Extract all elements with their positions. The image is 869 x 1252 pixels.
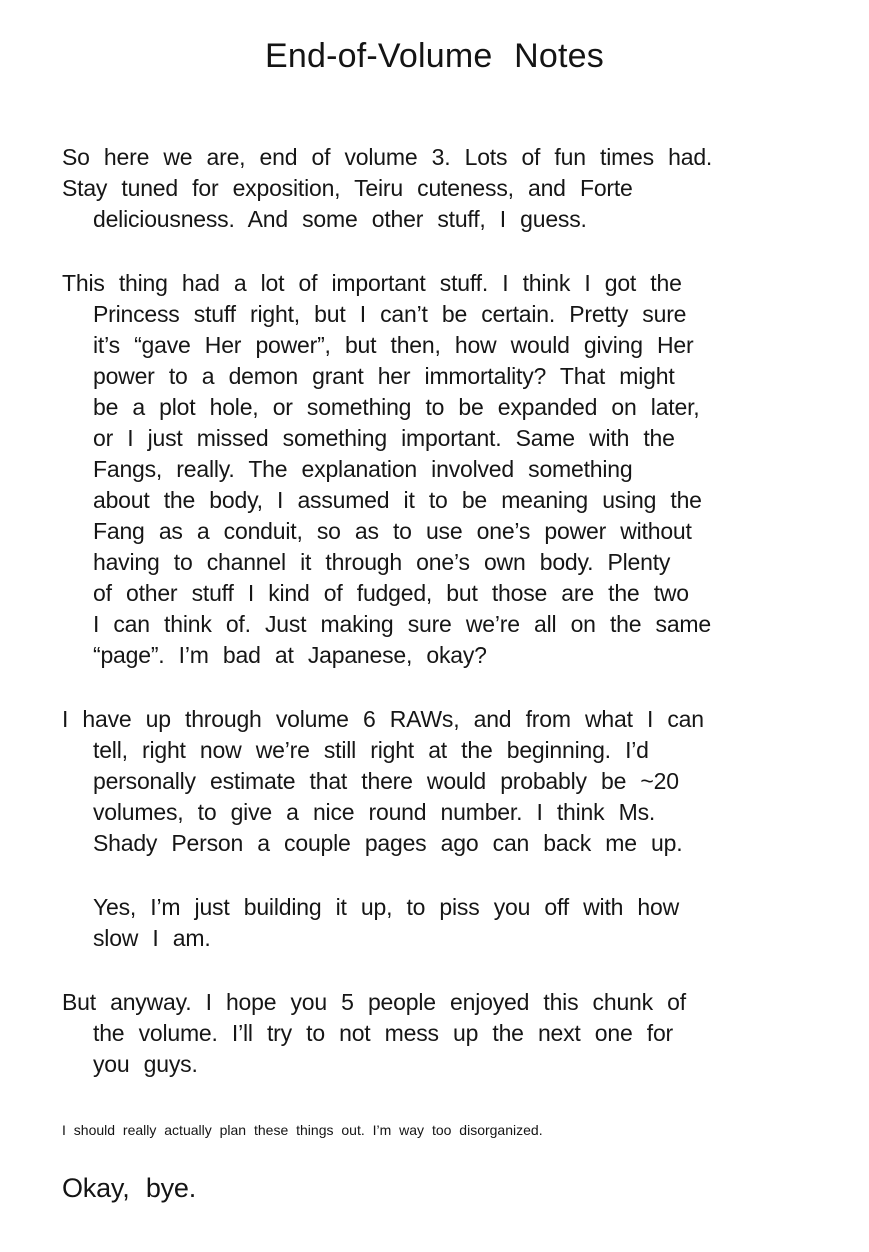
text-line: This thing had a lot of important stuff. I think I got the (62, 270, 682, 296)
text-line: of other stuff I kind of fudged, but those are the two (93, 580, 689, 606)
text-line: power to a demon grant her immortality? That might (93, 363, 675, 389)
text-line: But anyway. I hope you 5 people enjoyed this chunk of (62, 989, 686, 1015)
text-line: “page”. I’m bad at Japanese, okay? (93, 642, 487, 668)
text-line: Yes, I’m just building it up, to piss you off with how (93, 894, 680, 920)
text-line: or I just missed something important. Same with the (93, 425, 675, 451)
paragraph (62, 142, 802, 235)
footnote: I should really actually plan these things out. I’m way too disorganized. (62, 1122, 543, 1138)
signoff: Okay, bye. (62, 1173, 197, 1203)
text-line: the volume. I’ll try to not mess up the next one for (93, 1020, 674, 1046)
text-line: having to channel it through one’s own body. Plenty (93, 549, 671, 575)
text-line: it’s “gave Her power”, but then, how would giving Her (93, 332, 694, 358)
text-line: slow I am. (93, 925, 211, 951)
paragraph (62, 704, 802, 859)
text-line: Fangs, really. The explanation involved something (93, 456, 633, 482)
page-title: End-of-Volume Notes (265, 37, 604, 75)
notes-body (62, 142, 802, 1080)
text-line: be a plot hole, or something to be expanded on later, (93, 394, 700, 420)
paragraph (62, 268, 802, 671)
text-line: Stay tuned for exposition, Teiru cuteness, and Forte (62, 175, 633, 201)
text-line: deliciousness. And some other stuff, I guess. (93, 206, 587, 232)
paragraph (62, 987, 802, 1080)
text-line: you guys. (93, 1051, 198, 1077)
paragraph (62, 892, 802, 954)
text-line: tell, right now we’re still right at the beginning. I’d (93, 737, 649, 763)
text-line: volumes, to give a nice round number. I think Ms. (93, 799, 656, 825)
text-line: personally estimate that there would probably be ~20 (93, 768, 679, 794)
text-line: Princess stuff right, but I can’t be certain. Pretty sure (93, 301, 687, 327)
text-line: Fang as a conduit, so as to use one’s power without (93, 518, 692, 544)
text-line: So here we are, end of volume 3. Lots of fun times had. (62, 144, 713, 170)
text-line: Shady Person a couple pages ago can back me up. (93, 830, 683, 856)
text-line: about the body, I assumed it to be meaning using the (93, 487, 702, 513)
text-line: I have up through volume 6 RAWs, and from what I can (62, 706, 704, 732)
text-line: I can think of. Just making sure we’re all on the same (93, 611, 711, 637)
